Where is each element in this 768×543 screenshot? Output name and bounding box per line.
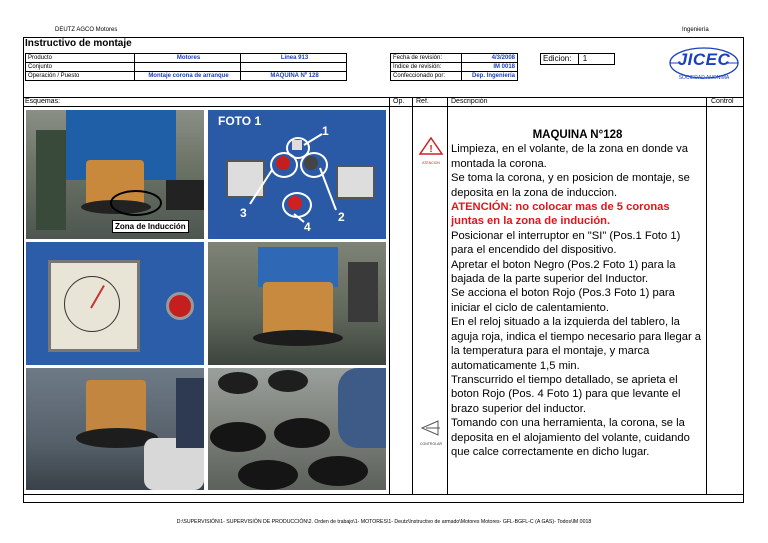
warning-triangle-icon	[418, 136, 444, 165]
foto1-label: FOTO 1	[218, 114, 262, 128]
header-bottom-line	[23, 106, 744, 107]
col-descripcion: Descripción	[451, 98, 488, 105]
photo-timer-clock	[26, 242, 204, 365]
col-esquemas: Esquemas:	[25, 98, 61, 105]
divider-esquemas	[389, 97, 390, 495]
producto-label: Producto	[25, 53, 135, 63]
pos-4-label: 4	[304, 220, 311, 234]
company-name: DEUTZ AGCO Motores	[55, 27, 118, 33]
photo-inductor-overview	[26, 110, 204, 239]
conjunto-label: Conjunto	[25, 62, 135, 72]
step-red-button: Se acciona el boton Rojo (Pos.3 Foto 1) para iniciar el ciclo de calentamiento.	[451, 287, 675, 314]
photo-removing-crown	[26, 368, 204, 490]
logo-name: JICEC	[677, 50, 731, 69]
header-top-line	[23, 97, 744, 98]
indice-value: IM 0018	[461, 62, 518, 72]
control-hand-icon	[418, 419, 444, 445]
operacion-label: Operación / Puesto	[25, 71, 135, 81]
edicion-value: 1	[582, 54, 588, 63]
photo-inductor-closed	[208, 242, 386, 365]
producto-value: Motores	[134, 53, 241, 63]
body-bottom-line	[23, 494, 744, 495]
photo-control-panel	[208, 110, 386, 239]
col-op: Op.	[393, 98, 405, 105]
confeccionado-label: Confeccionado por:	[390, 71, 462, 81]
step-mount-crown: Tomando con una herramienta, la corona, se la deposita en el alojamiento del volante, cuidando que calce correctamente en dicho lugar.	[451, 417, 690, 458]
linea-value: Linea 913	[240, 53, 347, 63]
divider-control	[706, 97, 707, 495]
step-take-crown: Se toma la corona, y en posicion de montaje, se deposita en la zona de induccion.	[451, 172, 690, 199]
confeccionado-value: Dep. Ingeniería	[461, 71, 518, 81]
col-control: Control	[711, 98, 734, 105]
atencion-caption: ATENCION	[422, 161, 440, 165]
indice-label: Índice de revisión:	[390, 62, 462, 72]
logo-subtitle: SOCIEDAD ANONIMA	[678, 75, 730, 81]
maquina-value: MAQUINA Nº 128	[240, 71, 347, 81]
pos-2-label: 2	[338, 210, 345, 224]
divider-op	[412, 97, 413, 495]
description-text	[451, 128, 704, 459]
machine-heading: MAQUINA N°128	[532, 129, 623, 141]
divider-ref	[447, 97, 448, 495]
pos-1-label: 1	[322, 124, 329, 138]
step-black-button: Apretar el boton Negro (Pos.2 Foto 1) para la bajada de la parte superior del Inductor.	[451, 258, 676, 286]
col-ref: Ref.	[416, 98, 429, 105]
edicion-label: Edicion:	[543, 54, 572, 63]
pos-3-label: 3	[240, 206, 247, 220]
controlar-caption: CONTROLAR	[420, 442, 442, 446]
edicion-box	[540, 53, 615, 65]
operacion-value: Montaje corona de arranque	[134, 71, 241, 81]
jicec-logo	[668, 43, 740, 85]
warning-text: ATENCIÓN: no colocar mas de 5 coronas juntas en la zona de indución.	[451, 201, 670, 228]
fecha-label: Fecha de revisión:	[390, 53, 462, 63]
svg-text:!: !	[429, 144, 433, 155]
edicion-value-box	[578, 54, 611, 64]
zona-induccion-label: Zona de Inducción	[112, 220, 189, 233]
fecha-value: 4/3/2008	[461, 53, 518, 63]
photo-flywheel-mounting	[208, 368, 386, 490]
step-switch-on: Posicionar el interruptor en "SI" (Pos.1 Foto 1) para el encendido del dispositivo.	[451, 229, 681, 257]
step-cleaning: Limpieza, en el volante, de la zona en donde va montada la corona.	[451, 143, 688, 170]
step-raise-arm: Transcurrido el tiempo detallado, se aprieta el boton Rojo (Pos. 4 Foto 1) para que levante el brazo superior del inductor.	[451, 373, 681, 415]
footer-file-path: D:\SUPERVISIÓN\1- SUPERVISIÓN DE PRODUCCIÓN\2. Orden de trabajo\1- MOTORES\1- Deutz\Instructivo de armado\Motores Motores- GFL-BGFL-C (A GAS)- Todos\IM 0018	[176, 519, 592, 525]
document-title: Instructivo de montaje	[25, 38, 132, 49]
department-name: Ingeniería	[682, 27, 709, 33]
step-clock: En el reloj situado a la izquierda del tablero, la aguja roja, indica el tiempo necesario para llegar a la temperatura para el montaje, y marca automaticamente 1,5 min.	[451, 316, 702, 372]
